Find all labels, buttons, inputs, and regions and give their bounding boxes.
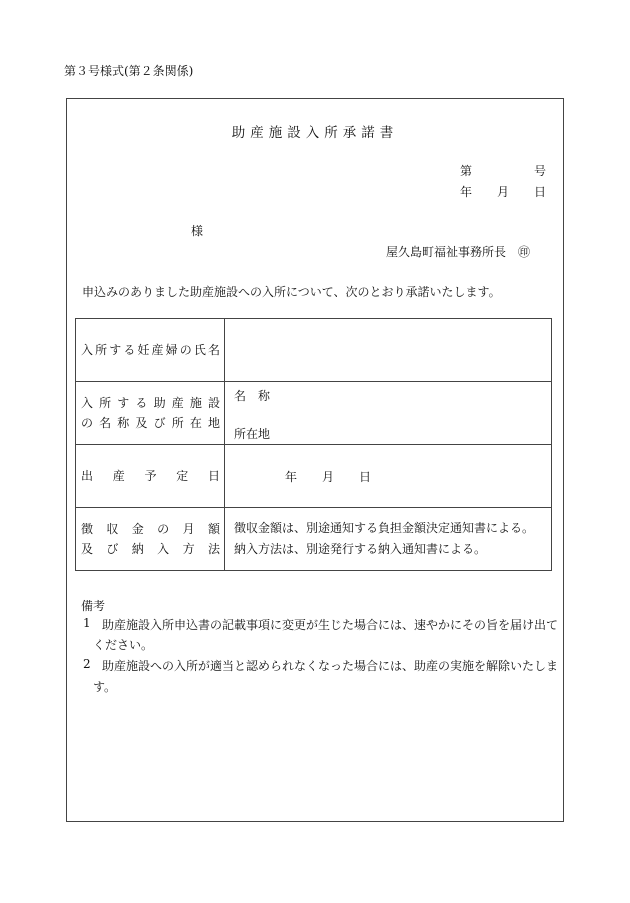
fee-label: 徴 収 金 の 月 額 及 び 納 入 方 法 [76, 508, 225, 571]
fee-amount-text: 徴収金額は、別途通知する負担金額決定通知書による。 [234, 521, 535, 535]
note-1-continued: ください。 [93, 638, 154, 652]
table-row-facility [76, 382, 552, 445]
document-number-line [460, 162, 546, 179]
note-1-number: 1 [83, 616, 91, 630]
number-suffix: 号 [533, 164, 546, 178]
due-day-label: 日 [358, 470, 371, 484]
note-2-continued: す。 [93, 680, 117, 694]
fee-value [225, 508, 552, 571]
approval-table [75, 318, 552, 571]
issue-year-label: 年 [460, 185, 473, 199]
addressee-suffix: 様 [191, 224, 204, 238]
note-2-text: 助産施設への入所が適当と認められなくなった場合には、助産の実施を解除いたしま [102, 659, 559, 673]
form-number-label: 第３号様式(第２条関係) [64, 64, 194, 78]
table-row-due-date [76, 445, 552, 508]
table-row-fee [76, 508, 552, 571]
issuer-name: 屋久島町福祉事務所長 [386, 245, 507, 259]
fee-payment-text: 納入方法は、別途発行する納入通知書による。 [234, 542, 487, 556]
applicant-name-label: 入 所 す る 妊 産 婦 の 氏 名 [76, 319, 225, 382]
due-date-field[interactable] [225, 445, 552, 508]
document-title: 助産施設入所承諾書 [231, 125, 399, 141]
facility-address-label: 所在地 [234, 427, 271, 441]
due-year-label: 年 [285, 470, 298, 484]
issuer-line [386, 243, 530, 260]
intro-text: 申込みのありました助産施設への入所について、次のとおり承諾いたします。 [82, 285, 501, 299]
applicant-name-field[interactable] [225, 319, 552, 382]
due-month-label: 月 [321, 470, 334, 484]
facility-name-label: 名 称 [234, 389, 271, 403]
number-prefix: 第 [460, 164, 473, 178]
issue-date-line [460, 183, 546, 200]
due-date-label: 出 産 予 定 日 [76, 445, 225, 508]
notes-heading: 備考 [81, 599, 106, 613]
issue-month-label: 月 [496, 185, 509, 199]
facility-label: 入 所 す る 助 産 施 設 の 名 称 及 び 所 在 地 [76, 382, 225, 445]
facility-field[interactable] [225, 382, 552, 445]
note-1-text: 助産施設入所申込書の記載事項に変更が生じた場合には、速やかにその旨を届け出て [102, 618, 559, 632]
table-row-applicant [76, 319, 552, 382]
note-2-number: 2 [83, 657, 91, 671]
seal-mark: ㊞ [518, 245, 531, 259]
issue-day-label: 日 [533, 185, 546, 199]
